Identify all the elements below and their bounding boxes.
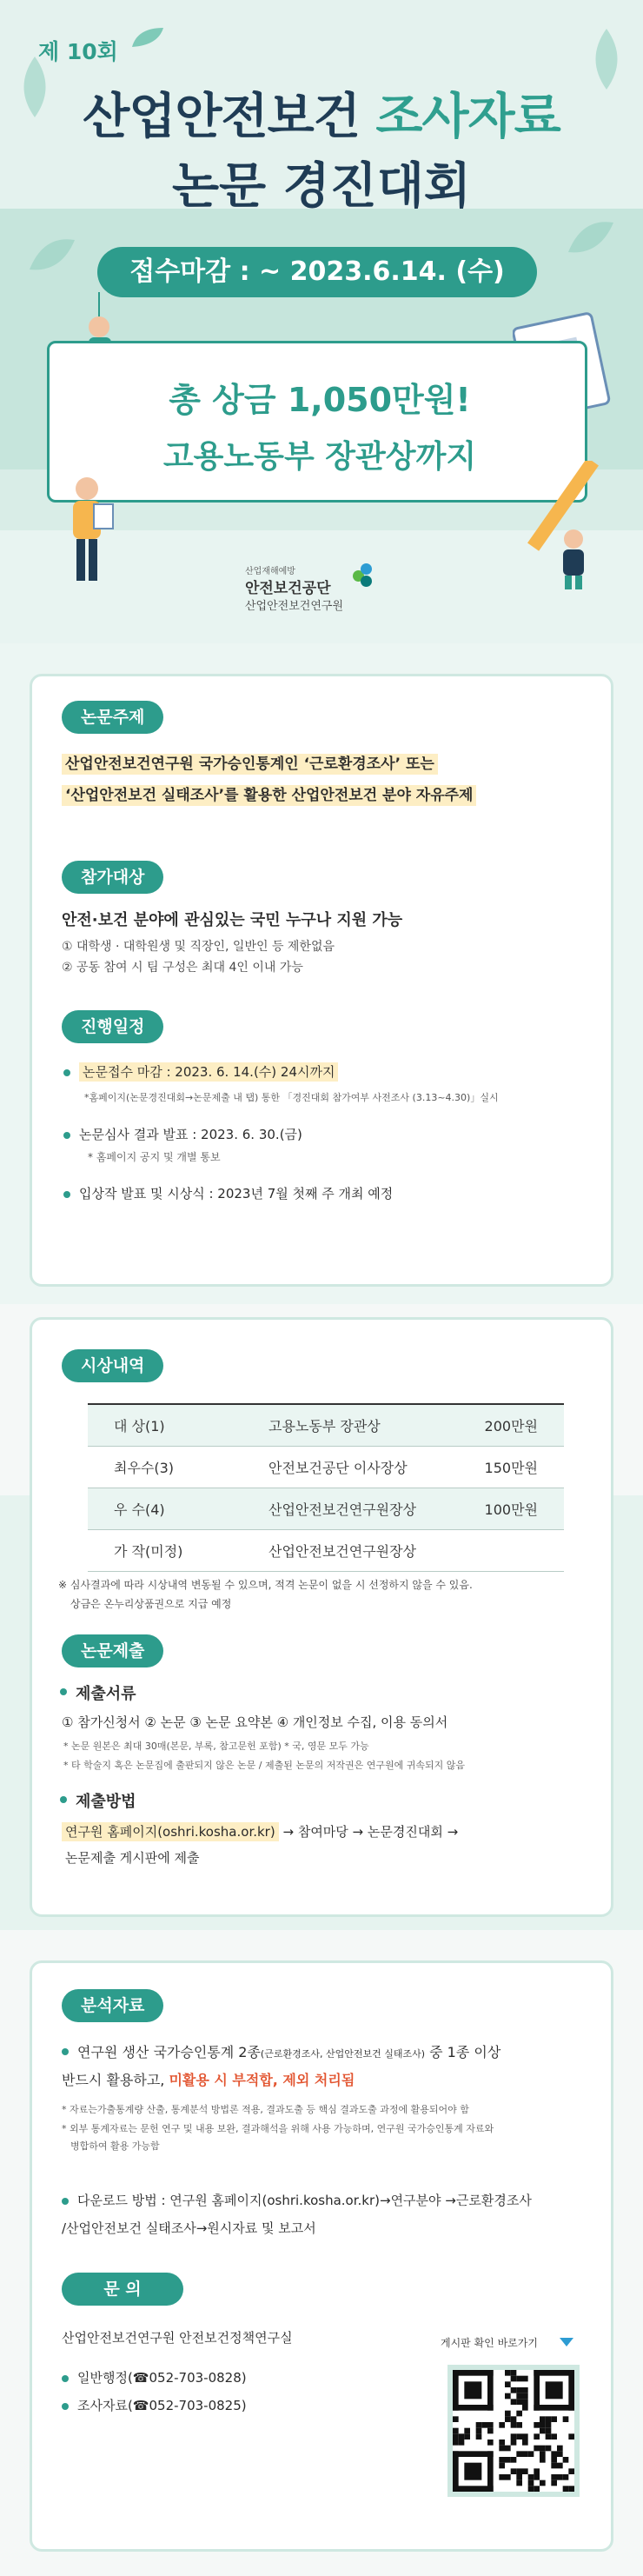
- main-title-line2: 논문 경진대회: [171, 158, 472, 215]
- schedule-item-ceremony: 입상작 발표 및 시상식 : 2023년 7월 첫째 주 개최 예정: [79, 1186, 394, 1201]
- eligibility-main: 안전·보건 분야에 관심있는 국민 누구나 지원 가능: [62, 911, 403, 929]
- awards-table: [88, 1403, 564, 1572]
- method-title: 제출방법: [76, 1789, 136, 1812]
- deadline-banner: 접수마감 : ~ 2023.6.14. (수): [97, 247, 537, 297]
- docs-list: ① 참가신청서 ② 논문 ③ 논문 요약본 ④ 개인정보 수집, 이용 동의서: [62, 1714, 448, 1730]
- contact-general: 일반행정(☎052-703-0828): [77, 2370, 247, 2386]
- award-rank: 최우수(3): [88, 1446, 244, 1488]
- topic-line1: 산업안전보건연구원 국가승인통계인 ‘근로환경조사’ 또는: [62, 751, 438, 773]
- logo-tagline: 산업재해예방: [245, 567, 295, 576]
- awards-note2: 상금은 온누리상품권으로 지급 예정: [70, 1598, 232, 1610]
- award-award: 산업안전보건연구원장상: [244, 1529, 461, 1571]
- schedule-label: 진행일정: [62, 1010, 163, 1043]
- title-part1: 산업안전보건: [83, 89, 376, 145]
- org-logo: [245, 563, 419, 622]
- eligibility-note2: ② 공동 참여 시 팀 구성은 최대 4인 이내 가능: [62, 961, 303, 975]
- award-row: [88, 1446, 564, 1488]
- leaf-icon: [26, 235, 78, 273]
- arrow-down-icon: [559, 2337, 574, 2347]
- award-row: [88, 1404, 564, 1446]
- leaf-icon: [130, 26, 165, 49]
- contact-label: 문 의: [62, 2273, 183, 2306]
- awards-note1: ※ 심사결과에 따라 시상내역 변동될 수 있으며, 적격 논문이 없을 시 선정하지 않을 수 있음.: [58, 1579, 473, 1591]
- prize-total: 총 상금 1,050만원!: [169, 381, 471, 419]
- prize-top-award: 고용노동부 장관상까지: [162, 439, 477, 475]
- analysis-note2: * 외부 통계자료는 문헌 연구 및 내용 보완, 결과해석을 위해 사용 가능하며, 연구원 국가승인통계 자료와: [62, 2123, 494, 2134]
- topic-line2: ‘산업안전보건 실태조사’를 활용한 산업안전보건 분야 자유주제: [62, 782, 476, 804]
- logo-name: 안전보건공단: [245, 580, 331, 597]
- contact-data: 조사자료(☎052-703-0825): [77, 2398, 247, 2413]
- method-line2: 논문제출 게시판에 제출: [65, 1850, 200, 1866]
- eligibility-label: 참가대상: [62, 861, 163, 894]
- edition-label: 제 10회: [38, 39, 118, 64]
- method-line1: 연구원 홈페이지(oshri.kosha.or.kr) → 참여마당 → 논문경진대회 →: [62, 1822, 458, 1840]
- award-prize: 150만원: [461, 1446, 564, 1488]
- analysis-line2: 반드시 활용하고, 미활용 시 부적합, 제외 처리됨: [62, 2072, 355, 2088]
- pencil-illustration: [521, 461, 617, 591]
- logo-mark-icon: [353, 563, 379, 589]
- schedule-item-deadline-note: *홈페이지(논문경진대회→논문제출 내 탭) 통한 「경진대회 참가여부 사전조사 (3.13~4.30)」실시: [84, 1092, 499, 1103]
- award-prize: 200만원: [461, 1404, 564, 1446]
- qr-code[interactable]: [447, 2365, 580, 2497]
- awards-label: 시상내역: [62, 1349, 163, 1382]
- award-row: [88, 1488, 564, 1529]
- hero-banner: [0, 0, 643, 643]
- person-illustration: [52, 469, 122, 591]
- leaf-icon: [565, 217, 617, 256]
- overview-card: [30, 674, 613, 1287]
- docs-title: 제출서류: [76, 1681, 136, 1704]
- award-award: 안전보건공단 이사장상: [244, 1446, 461, 1488]
- awards-card: [30, 1317, 613, 1917]
- award-prize: 100만원: [461, 1488, 564, 1529]
- docs-note2: * 타 학술지 혹은 논문집에 출판되지 않은 논문 / 제출된 논문의 저작권은 연구원에 귀속되지 않음: [63, 1760, 465, 1771]
- award-rank: 가 작(미정): [88, 1529, 244, 1571]
- analysis-line1: 연구원 생산 국가승인통계 2종(근로환경조사, 산업안전보건 실태조사) 중 1종 이상: [77, 2041, 500, 2061]
- title-part2: 조사자료: [375, 89, 560, 145]
- award-row: [88, 1529, 564, 1571]
- submission-label: 논문제출: [62, 1634, 163, 1667]
- award-prize: [461, 1529, 564, 1571]
- analysis-card: [30, 1960, 613, 2552]
- award-rank: 우 수(4): [88, 1488, 244, 1529]
- download-line2: /산업안전보건 실태조사→원시자료 및 보고서: [62, 2220, 316, 2236]
- schedule-item-result-note: * 홈페이지 공지 및 개별 통보: [88, 1151, 221, 1163]
- analysis-note3: 병합하여 활용 가능함: [70, 2140, 160, 2152]
- analysis-note1: * 자료는가출통계량 산출, 통계분석 방법론 적용, 결과도출 등 핵심 결과도출 과정에 활용되어야 함: [62, 2104, 469, 2115]
- award-rank: 대 상(1): [88, 1404, 244, 1446]
- schedule-item-result: 논문심사 결과 발표 : 2023. 6. 30.(금): [79, 1127, 302, 1142]
- award-award: 고용노동부 장관상: [244, 1404, 461, 1446]
- award-award: 산업안전보건연구원장상: [244, 1488, 461, 1529]
- prize-card: [47, 341, 587, 503]
- contact-org: 산업안전보건연구원 안전보건정책연구실: [62, 2330, 293, 2346]
- qr-caption: 게시판 확인 바로가기: [441, 2337, 538, 2349]
- topic-label: 논문주제: [62, 701, 163, 734]
- main-title-line1: [35, 78, 608, 148]
- schedule-item-deadline: 논문접수 마감 : 2023. 6. 14.(수) 24시까지: [79, 1062, 338, 1081]
- qr-code-icon: [453, 2370, 574, 2492]
- download-line1: 다운로드 방법 : 연구원 홈페이지(oshri.kosha.or.kr)→연구분야 →근로환경조사: [77, 2193, 532, 2208]
- eligibility-note1: ① 대학생 · 대학원생 및 직장인, 일반인 등 제한없음: [62, 940, 335, 954]
- analysis-label: 분석자료: [62, 1989, 163, 2022]
- docs-note1: * 논문 원본은 최대 30매(본문, 부록, 참고문헌 포함) * 국, 영문 모두 가능: [63, 1741, 369, 1752]
- logo-subname: 산업안전보건연구원: [245, 600, 344, 613]
